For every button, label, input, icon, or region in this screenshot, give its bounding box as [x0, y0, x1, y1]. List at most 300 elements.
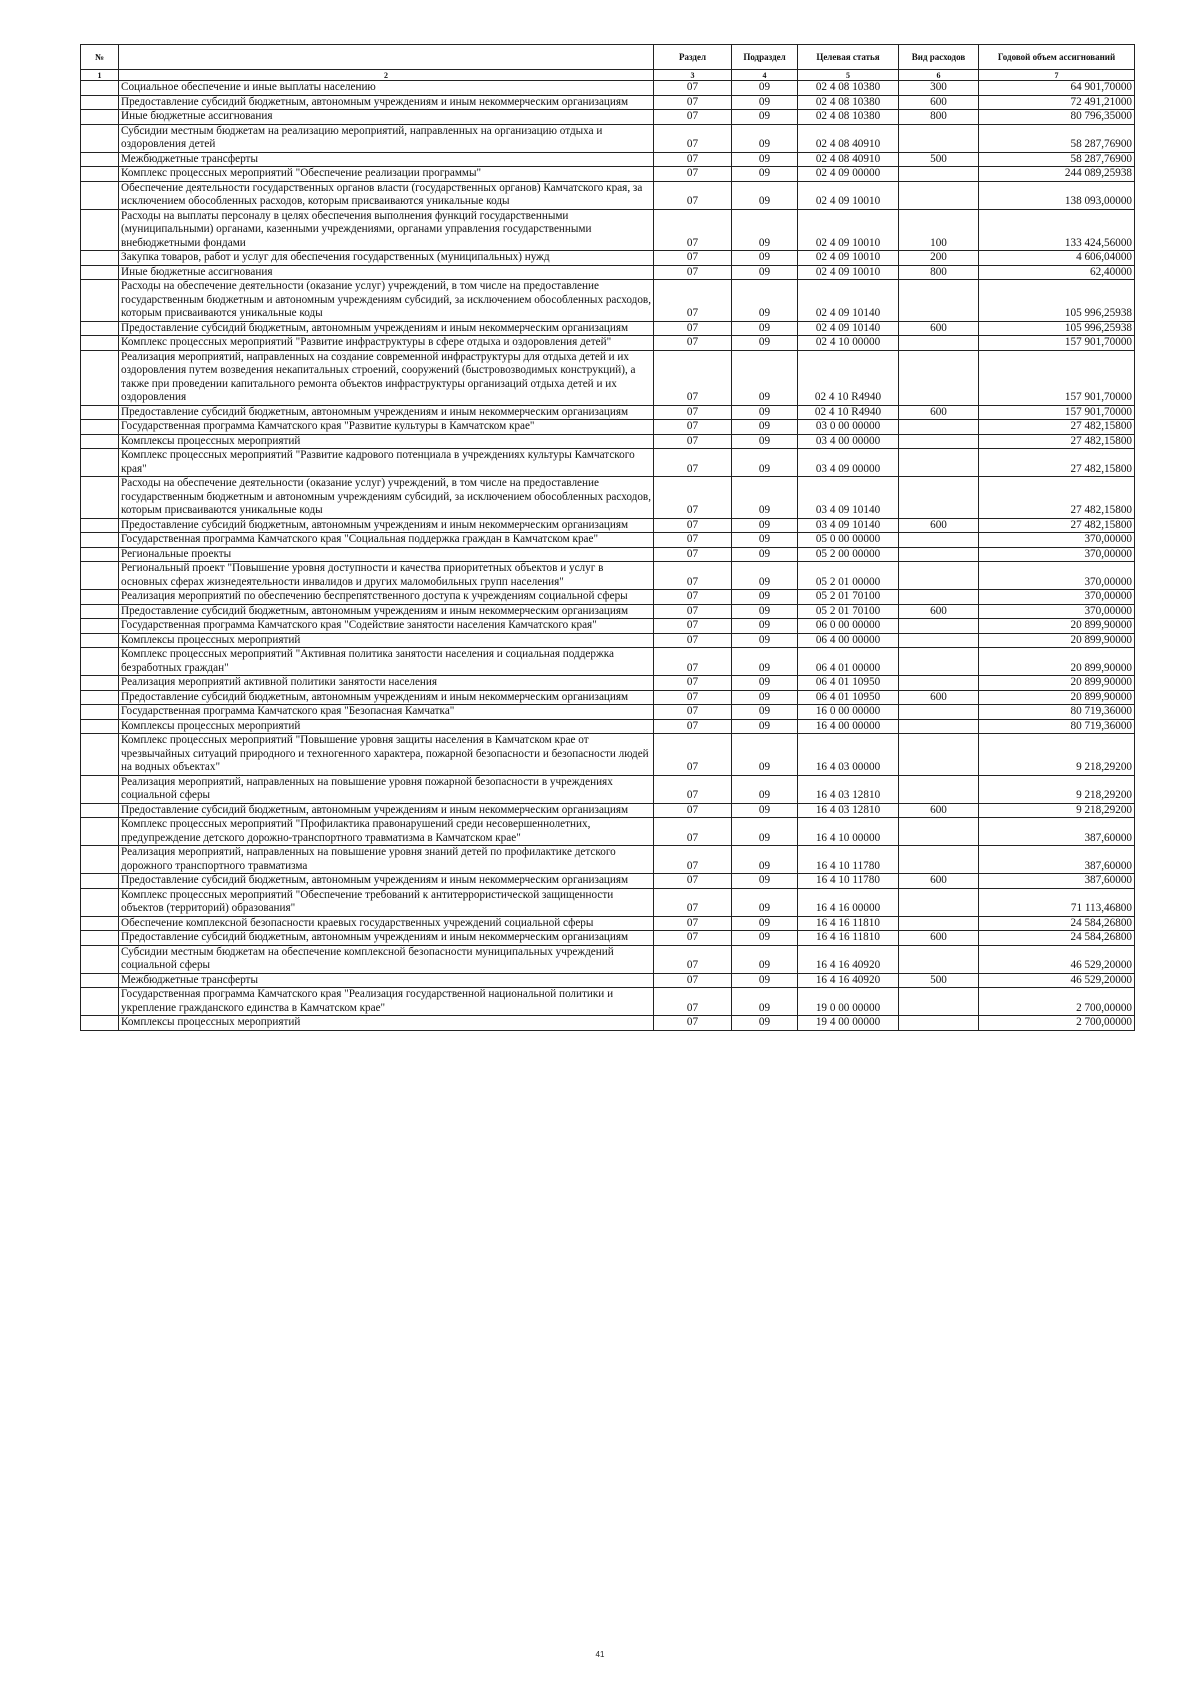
row-name-cell: Комплекс процессных мероприятий "Профилактика правонарушений среди несовершеннолетних, предупреждение детского дорожно-транспортного травматизма в Камчатском крае" [119, 818, 654, 846]
row-celevaya-statya-cell: 02 4 08 10380 [798, 95, 899, 110]
table-row [81, 209, 1135, 251]
table-row [81, 350, 1135, 405]
row-no-cell [81, 209, 119, 251]
row-vid-rashodov-cell: 500 [899, 152, 979, 167]
row-name-cell: Субсидии местным бюджетам на реализацию мероприятий, направленных на организацию отдыха и оздоровления детей [119, 124, 654, 152]
row-name-cell: Расходы на обеспечение деятельности (оказание услуг) учреждений, в том числе на предоставление государственным бюджетным и автономным учреждениям субсидий, за исключением обособленных расходов, которым присваиваются уникальные коды [119, 280, 654, 322]
row-podrazdel-cell: 09 [732, 846, 798, 874]
row-celevaya-statya-cell: 06 4 00 00000 [798, 633, 899, 648]
row-vid-rashodov-cell [899, 181, 979, 209]
row-no-cell [81, 775, 119, 803]
row-vid-rashodov-cell [899, 705, 979, 720]
table-row [81, 280, 1135, 322]
row-name-cell: Реализация мероприятий по обеспечению беспрепятственного доступа к учреждениям социальной сферы [119, 590, 654, 605]
row-no-cell [81, 719, 119, 734]
row-amount-cell: 133 424,56000 [979, 209, 1135, 251]
row-podrazdel-cell: 09 [732, 705, 798, 720]
row-name-cell: Предоставление субсидий бюджетным, автономным учреждениям и иным некоммерческим организациям [119, 405, 654, 420]
row-no-cell [81, 251, 119, 266]
row-no-cell [81, 167, 119, 182]
table-row [81, 110, 1135, 125]
row-podrazdel-cell: 09 [732, 916, 798, 931]
row-no-cell [81, 676, 119, 691]
row-amount-cell: 9 218,29200 [979, 734, 1135, 776]
row-podrazdel-cell: 09 [732, 405, 798, 420]
row-amount-cell: 27 482,15800 [979, 518, 1135, 533]
row-name-cell: Предоставление субсидий бюджетным, автономным учреждениям и иным некоммерческим организациям [119, 604, 654, 619]
table-row [81, 321, 1135, 336]
row-vid-rashodov-cell [899, 648, 979, 676]
row-razdel-cell: 07 [654, 846, 732, 874]
row-celevaya-statya-cell: 05 2 01 00000 [798, 562, 899, 590]
table-row [81, 945, 1135, 973]
row-name-cell: Реализация мероприятий, направленных на создание современной инфраструктуры для отдыха детей и их оздоровления путем возведения некапитальных строений, сооружений (быстровозводимых конструкций), а также при проведении капитального ремонта объектов инфраструктуры организаций отдыха детей и их оздоровления [119, 350, 654, 405]
table-row [81, 420, 1135, 435]
row-amount-cell: 58 287,76900 [979, 152, 1135, 167]
table-row [81, 518, 1135, 533]
row-celevaya-statya-cell: 03 4 09 10140 [798, 477, 899, 519]
row-podrazdel-cell: 09 [732, 336, 798, 351]
row-razdel-cell: 07 [654, 518, 732, 533]
table-row [81, 690, 1135, 705]
row-vid-rashodov-cell [899, 336, 979, 351]
table-row [81, 124, 1135, 152]
table-row [81, 1016, 1135, 1031]
header-vid-rashodov: Вид расходов [899, 45, 979, 70]
row-vid-rashodov-cell: 600 [899, 874, 979, 889]
row-razdel-cell: 07 [654, 945, 732, 973]
row-name-cell: Расходы на выплаты персоналу в целях обеспечения выполнения функций государственными (муниципальными) органами, казенными учреждениями, органами управления государственными внебюджетными фондами [119, 209, 654, 251]
row-vid-rashodov-cell [899, 619, 979, 634]
row-podrazdel-cell: 09 [732, 251, 798, 266]
row-razdel-cell: 07 [654, 988, 732, 1016]
row-amount-cell: 20 899,90000 [979, 676, 1135, 691]
row-amount-cell: 46 529,20000 [979, 945, 1135, 973]
row-no-cell [81, 973, 119, 988]
row-podrazdel-cell: 09 [732, 648, 798, 676]
row-razdel-cell: 07 [654, 110, 732, 125]
row-name-cell: Государственная программа Камчатского края "Содействие занятости населения Камчатского края" [119, 619, 654, 634]
row-amount-cell: 370,00000 [979, 562, 1135, 590]
row-name-cell: Межбюджетные трансферты [119, 973, 654, 988]
row-podrazdel-cell: 09 [732, 477, 798, 519]
row-razdel-cell: 07 [654, 124, 732, 152]
row-no-cell [81, 888, 119, 916]
row-no-cell [81, 1016, 119, 1031]
row-razdel-cell: 07 [654, 477, 732, 519]
row-amount-cell: 387,60000 [979, 846, 1135, 874]
row-no-cell [81, 846, 119, 874]
row-name-cell: Межбюджетные трансферты [119, 152, 654, 167]
row-celevaya-statya-cell: 16 4 16 00000 [798, 888, 899, 916]
table-row [81, 846, 1135, 874]
row-celevaya-statya-cell: 16 4 03 12810 [798, 775, 899, 803]
row-name-cell: Комплексы процессных мероприятий [119, 434, 654, 449]
row-vid-rashodov-cell: 600 [899, 321, 979, 336]
row-razdel-cell: 07 [654, 775, 732, 803]
row-no-cell [81, 590, 119, 605]
row-razdel-cell: 07 [654, 434, 732, 449]
row-amount-cell: 387,60000 [979, 818, 1135, 846]
row-celevaya-statya-cell: 16 4 16 40920 [798, 945, 899, 973]
row-vid-rashodov-cell [899, 350, 979, 405]
row-razdel-cell: 07 [654, 734, 732, 776]
row-amount-cell: 370,00000 [979, 590, 1135, 605]
row-celevaya-statya-cell: 02 4 09 10010 [798, 181, 899, 209]
table-row [81, 874, 1135, 889]
colnum-5: 5 [798, 70, 899, 81]
header-podrazdel: Подраздел [732, 45, 798, 70]
row-name-cell: Комплекс процессных мероприятий "Повышение уровня защиты населения в Камчатском крае от чрезвычайных ситуаций природного и техногенного характера, пожарной безопасности и безопасности людей на водных объектах" [119, 734, 654, 776]
row-razdel-cell: 07 [654, 181, 732, 209]
row-vid-rashodov-cell [899, 916, 979, 931]
row-vid-rashodov-cell [899, 846, 979, 874]
row-vid-rashodov-cell: 600 [899, 931, 979, 946]
row-name-cell: Предоставление субсидий бюджетным, автономным учреждениям и иным некоммерческим организациям [119, 518, 654, 533]
column-number-row [81, 70, 1135, 81]
row-podrazdel-cell: 09 [732, 874, 798, 889]
row-amount-cell: 62,40000 [979, 265, 1135, 280]
row-podrazdel-cell: 09 [732, 818, 798, 846]
row-celevaya-statya-cell: 02 4 10 00000 [798, 336, 899, 351]
row-amount-cell: 4 606,04000 [979, 251, 1135, 266]
row-amount-cell: 27 482,15800 [979, 420, 1135, 435]
row-amount-cell: 2 700,00000 [979, 1016, 1135, 1031]
row-celevaya-statya-cell: 19 4 00 00000 [798, 1016, 899, 1031]
row-amount-cell: 157 901,70000 [979, 336, 1135, 351]
row-no-cell [81, 916, 119, 931]
row-celevaya-statya-cell: 05 2 01 70100 [798, 604, 899, 619]
table-row [81, 619, 1135, 634]
row-amount-cell: 370,00000 [979, 604, 1135, 619]
row-razdel-cell: 07 [654, 719, 732, 734]
row-no-cell [81, 818, 119, 846]
row-no-cell [81, 434, 119, 449]
row-name-cell: Социальное обеспечение и иные выплаты населению [119, 81, 654, 96]
row-razdel-cell: 07 [654, 619, 732, 634]
row-celevaya-statya-cell: 02 4 09 10140 [798, 280, 899, 322]
row-podrazdel-cell: 09 [732, 619, 798, 634]
table-row [81, 973, 1135, 988]
row-amount-cell: 27 482,15800 [979, 449, 1135, 477]
table-row [81, 734, 1135, 776]
row-name-cell: Комплекс процессных мероприятий "Активная политика занятости населения и социальная поддержка безработных граждан" [119, 648, 654, 676]
row-name-cell: Субсидии местным бюджетам на обеспечение комплексной безопасности муниципальных учреждений социальной сферы [119, 945, 654, 973]
header-razdel: Раздел [654, 45, 732, 70]
table-header-row [81, 45, 1135, 70]
table-row [81, 562, 1135, 590]
row-podrazdel-cell: 09 [732, 931, 798, 946]
row-vid-rashodov-cell [899, 775, 979, 803]
row-no-cell [81, 81, 119, 96]
row-celevaya-statya-cell: 16 4 10 11780 [798, 846, 899, 874]
row-vid-rashodov-cell [899, 434, 979, 449]
row-razdel-cell: 07 [654, 350, 732, 405]
row-razdel-cell: 07 [654, 251, 732, 266]
row-celevaya-statya-cell: 02 4 08 40910 [798, 152, 899, 167]
row-no-cell [81, 321, 119, 336]
row-celevaya-statya-cell: 16 4 16 11810 [798, 931, 899, 946]
row-podrazdel-cell: 09 [732, 167, 798, 182]
row-celevaya-statya-cell: 02 4 09 10140 [798, 321, 899, 336]
row-name-cell: Обеспечение комплексной безопасности краевых государственных учреждений социальной сферы [119, 916, 654, 931]
header-no: № [81, 45, 119, 70]
row-celevaya-statya-cell: 16 4 03 00000 [798, 734, 899, 776]
row-amount-cell: 105 996,25938 [979, 321, 1135, 336]
row-name-cell: Государственная программа Камчатского края "Реализация государственной национальной политики и укрепление гражданского единства в Камчатском крае" [119, 988, 654, 1016]
row-podrazdel-cell: 09 [732, 690, 798, 705]
row-podrazdel-cell: 09 [732, 420, 798, 435]
row-celevaya-statya-cell: 02 4 08 40910 [798, 124, 899, 152]
table-row [81, 533, 1135, 548]
row-celevaya-statya-cell: 05 2 01 70100 [798, 590, 899, 605]
row-razdel-cell: 07 [654, 973, 732, 988]
row-name-cell: Предоставление субсидий бюджетным, автономным учреждениям и иным некоммерческим организациям [119, 690, 654, 705]
row-name-cell: Закупка товаров, работ и услуг для обеспечения государственных (муниципальных) нужд [119, 251, 654, 266]
row-amount-cell: 58 287,76900 [979, 124, 1135, 152]
row-podrazdel-cell: 09 [732, 547, 798, 562]
row-razdel-cell: 07 [654, 818, 732, 846]
row-no-cell [81, 547, 119, 562]
table-row [81, 818, 1135, 846]
row-no-cell [81, 280, 119, 322]
row-vid-rashodov-cell: 200 [899, 251, 979, 266]
row-vid-rashodov-cell [899, 420, 979, 435]
row-vid-rashodov-cell [899, 590, 979, 605]
row-vid-rashodov-cell [899, 477, 979, 519]
row-no-cell [81, 265, 119, 280]
row-name-cell: Комплексы процессных мероприятий [119, 633, 654, 648]
row-name-cell: Предоставление субсидий бюджетным, автономным учреждениям и иным некоммерческим организациям [119, 874, 654, 889]
row-podrazdel-cell: 09 [732, 590, 798, 605]
row-name-cell: Комплексы процессных мероприятий [119, 1016, 654, 1031]
row-vid-rashodov-cell [899, 818, 979, 846]
row-celevaya-statya-cell: 02 4 09 10010 [798, 251, 899, 266]
row-name-cell: Государственная программа Камчатского края "Социальная поддержка граждан в Камчатском крае" [119, 533, 654, 548]
row-amount-cell: 46 529,20000 [979, 973, 1135, 988]
row-podrazdel-cell: 09 [732, 110, 798, 125]
row-name-cell: Региональные проекты [119, 547, 654, 562]
row-celevaya-statya-cell: 02 4 09 00000 [798, 167, 899, 182]
row-razdel-cell: 07 [654, 336, 732, 351]
row-celevaya-statya-cell: 19 0 00 00000 [798, 988, 899, 1016]
row-no-cell [81, 931, 119, 946]
row-amount-cell: 370,00000 [979, 533, 1135, 548]
colnum-3: 3 [654, 70, 732, 81]
row-vid-rashodov-cell [899, 167, 979, 182]
row-razdel-cell: 07 [654, 803, 732, 818]
table-row [81, 95, 1135, 110]
row-vid-rashodov-cell [899, 633, 979, 648]
row-podrazdel-cell: 09 [732, 518, 798, 533]
row-podrazdel-cell: 09 [732, 81, 798, 96]
row-no-cell [81, 874, 119, 889]
table-body [81, 81, 1135, 1031]
colnum-2: 2 [119, 70, 654, 81]
colnum-1: 1 [81, 70, 119, 81]
table-row [81, 705, 1135, 720]
row-vid-rashodov-cell [899, 562, 979, 590]
row-razdel-cell: 07 [654, 321, 732, 336]
table-row [81, 152, 1135, 167]
row-podrazdel-cell: 09 [732, 181, 798, 209]
row-vid-rashodov-cell: 600 [899, 803, 979, 818]
row-name-cell: Предоставление субсидий бюджетным, автономным учреждениям и иным некоммерческим организациям [119, 931, 654, 946]
budget-table [80, 44, 1135, 1031]
row-celevaya-statya-cell: 06 4 01 10950 [798, 690, 899, 705]
row-podrazdel-cell: 09 [732, 280, 798, 322]
row-vid-rashodov-cell [899, 124, 979, 152]
table-row [81, 265, 1135, 280]
row-vid-rashodov-cell: 600 [899, 405, 979, 420]
row-vid-rashodov-cell [899, 676, 979, 691]
row-no-cell [81, 449, 119, 477]
row-amount-cell: 157 901,70000 [979, 405, 1135, 420]
row-celevaya-statya-cell: 02 4 09 10010 [798, 209, 899, 251]
row-podrazdel-cell: 09 [732, 973, 798, 988]
row-name-cell: Обеспечение деятельности государственных органов власти (государственных органов) Камчатского края, за исключением обособленных расходов, которым присваиваются уникальные коды [119, 181, 654, 209]
row-name-cell: Иные бюджетные ассигнования [119, 265, 654, 280]
row-vid-rashodov-cell: 500 [899, 973, 979, 988]
row-podrazdel-cell: 09 [732, 124, 798, 152]
row-podrazdel-cell: 09 [732, 734, 798, 776]
row-vid-rashodov-cell [899, 719, 979, 734]
row-podrazdel-cell: 09 [732, 449, 798, 477]
row-podrazdel-cell: 09 [732, 321, 798, 336]
table-row [81, 405, 1135, 420]
row-razdel-cell: 07 [654, 405, 732, 420]
row-vid-rashodov-cell: 300 [899, 81, 979, 96]
row-razdel-cell: 07 [654, 690, 732, 705]
table-row [81, 81, 1135, 96]
colnum-7: 7 [979, 70, 1135, 81]
row-razdel-cell: 07 [654, 562, 732, 590]
row-podrazdel-cell: 09 [732, 719, 798, 734]
row-razdel-cell: 07 [654, 533, 732, 548]
row-vid-rashodov-cell [899, 547, 979, 562]
row-celevaya-statya-cell: 03 0 00 00000 [798, 420, 899, 435]
row-razdel-cell: 07 [654, 81, 732, 96]
row-no-cell [81, 705, 119, 720]
row-podrazdel-cell: 09 [732, 209, 798, 251]
row-no-cell [81, 734, 119, 776]
row-name-cell: Расходы на обеспечение деятельности (оказание услуг) учреждений, в том числе на предоставление государственным бюджетным и автономным учреждениям субсидий, за исключением обособленных расходов, которым присваиваются уникальные коды [119, 477, 654, 519]
row-podrazdel-cell: 09 [732, 95, 798, 110]
row-podrazdel-cell: 09 [732, 803, 798, 818]
row-amount-cell: 387,60000 [979, 874, 1135, 889]
row-celevaya-statya-cell: 06 4 01 10950 [798, 676, 899, 691]
row-amount-cell: 24 584,26800 [979, 916, 1135, 931]
row-name-cell: Реализация мероприятий, направленных на повышение уровня пожарной безопасности в учреждениях социальной сферы [119, 775, 654, 803]
header-name [119, 45, 654, 70]
row-vid-rashodov-cell: 800 [899, 265, 979, 280]
table-row [81, 604, 1135, 619]
table-row [81, 988, 1135, 1016]
row-celevaya-statya-cell: 02 4 08 10380 [798, 110, 899, 125]
table-row [81, 590, 1135, 605]
row-amount-cell: 64 901,70000 [979, 81, 1135, 96]
row-vid-rashodov-cell [899, 280, 979, 322]
table-row [81, 931, 1135, 946]
row-no-cell [81, 152, 119, 167]
row-no-cell [81, 988, 119, 1016]
row-name-cell: Государственная программа Камчатского края "Безопасная Камчатка" [119, 705, 654, 720]
row-name-cell: Предоставление субсидий бюджетным, автономным учреждениям и иным некоммерческим организациям [119, 803, 654, 818]
row-vid-rashodov-cell: 600 [899, 690, 979, 705]
row-celevaya-statya-cell: 05 0 00 00000 [798, 533, 899, 548]
table-row [81, 167, 1135, 182]
row-name-cell: Государственная программа Камчатского края "Развитие культуры в Камчатском крае" [119, 420, 654, 435]
row-amount-cell: 80 796,35000 [979, 110, 1135, 125]
colnum-6: 6 [899, 70, 979, 81]
row-razdel-cell: 07 [654, 705, 732, 720]
row-name-cell: Предоставление субсидий бюджетным, автономным учреждениям и иным некоммерческим организациям [119, 321, 654, 336]
row-vid-rashodov-cell [899, 888, 979, 916]
row-celevaya-statya-cell: 06 0 00 00000 [798, 619, 899, 634]
row-no-cell [81, 181, 119, 209]
row-razdel-cell: 07 [654, 916, 732, 931]
row-name-cell: Комплексы процессных мероприятий [119, 719, 654, 734]
row-no-cell [81, 619, 119, 634]
row-amount-cell: 80 719,36000 [979, 719, 1135, 734]
row-razdel-cell: 07 [654, 888, 732, 916]
row-no-cell [81, 420, 119, 435]
row-celevaya-statya-cell: 03 4 09 10140 [798, 518, 899, 533]
row-no-cell [81, 562, 119, 590]
row-no-cell [81, 604, 119, 619]
row-name-cell: Региональный проект "Повышение уровня доступности и качества приоритетных объектов и услуг в основных сферах жизнедеятельности инвалидов и других маломобильных групп населения" [119, 562, 654, 590]
table-row [81, 775, 1135, 803]
row-amount-cell: 20 899,90000 [979, 690, 1135, 705]
row-amount-cell: 72 491,21000 [979, 95, 1135, 110]
table-row [81, 477, 1135, 519]
row-no-cell [81, 633, 119, 648]
row-amount-cell: 9 218,29200 [979, 775, 1135, 803]
row-name-cell: Иные бюджетные ассигнования [119, 110, 654, 125]
row-amount-cell: 20 899,90000 [979, 648, 1135, 676]
row-no-cell [81, 477, 119, 519]
row-podrazdel-cell: 09 [732, 888, 798, 916]
row-amount-cell: 370,00000 [979, 547, 1135, 562]
row-razdel-cell: 07 [654, 604, 732, 619]
row-name-cell: Комплекс процессных мероприятий "Развитие кадрового потенциала в учреждениях культуры Камчатского края" [119, 449, 654, 477]
row-celevaya-statya-cell: 16 4 16 11810 [798, 916, 899, 931]
row-vid-rashodov-cell [899, 533, 979, 548]
row-amount-cell: 27 482,15800 [979, 434, 1135, 449]
row-celevaya-statya-cell: 02 4 09 10010 [798, 265, 899, 280]
row-razdel-cell: 07 [654, 648, 732, 676]
row-razdel-cell: 07 [654, 874, 732, 889]
table-row [81, 803, 1135, 818]
table-row [81, 916, 1135, 931]
table-row [81, 648, 1135, 676]
row-podrazdel-cell: 09 [732, 604, 798, 619]
row-name-cell: Реализация мероприятий активной политики занятости населения [119, 676, 654, 691]
row-amount-cell: 80 719,36000 [979, 705, 1135, 720]
table-row [81, 719, 1135, 734]
row-name-cell: Предоставление субсидий бюджетным, автономным учреждениям и иным некоммерческим организациям [119, 95, 654, 110]
row-celevaya-statya-cell: 02 4 08 10380 [798, 81, 899, 96]
row-podrazdel-cell: 09 [732, 676, 798, 691]
table-row [81, 449, 1135, 477]
row-amount-cell: 157 901,70000 [979, 350, 1135, 405]
row-amount-cell: 20 899,90000 [979, 619, 1135, 634]
row-razdel-cell: 07 [654, 95, 732, 110]
row-amount-cell: 71 113,46800 [979, 888, 1135, 916]
row-vid-rashodov-cell: 800 [899, 110, 979, 125]
row-vid-rashodov-cell: 600 [899, 518, 979, 533]
table-row [81, 181, 1135, 209]
